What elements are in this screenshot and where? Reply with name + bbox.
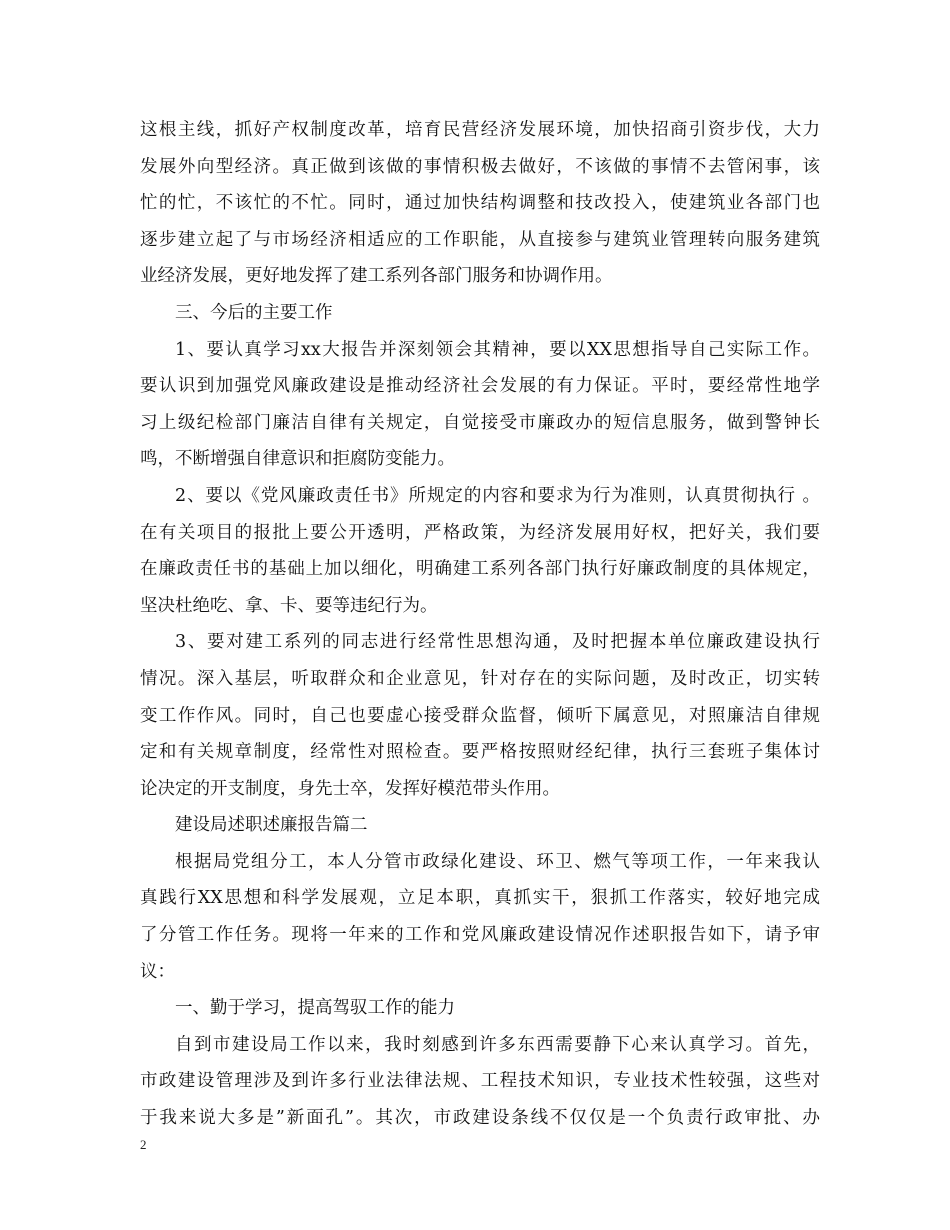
text-line: 真践行XX思想和科学发展观，立足本职，真抓实干，狠抓工作落实，较好地完成: [140, 888, 820, 909]
document-body: [140, 112, 820, 1137]
text-line: 发展外向型经济。真正做到该做的事情积极去做好，不该做的事情不去管闲事，该: [140, 156, 820, 177]
section-heading: 一、勤于学习，提高驾驭工作的能力: [175, 998, 455, 1019]
text-line: 1、要认真学习xx大报告并深刻领会其精神，要以XX思想指导自己实际工作。: [175, 339, 820, 360]
page-number: 2: [140, 1137, 147, 1152]
text-line: 定和有关规章制度，经常性对照检查。要严格按照财经纪律，执行三套班子集体讨: [140, 742, 820, 763]
text-line: 要认识到加强党风廉政建设是推动经济社会发展的有力保证。平时，要经常性地学: [140, 376, 820, 397]
text-line: 坚决杜绝吃、拿、卡、要等违纪行为。: [140, 595, 438, 616]
text-line: 逐步建立起了与市场经济相适应的工作职能，从直接参与建筑业管理转向服务建筑: [140, 229, 820, 250]
text-line: 鸣，不断增强自律意识和拒腐防变能力。: [140, 449, 455, 470]
text-line: 议：: [140, 961, 175, 982]
text-line: 这根主线，抓好产权制度改革，培育民营经济发展环境，加快招商引资步伐，大力: [140, 120, 820, 140]
text-line: 情况。深入基层，听取群众和企业意见，针对存在的实际问题，及时改正，切实转: [140, 668, 820, 689]
text-line: 在廉政责任书的基础上加以细化，明确建工系列各部门执行好廉政制度的具体规定，: [140, 559, 820, 580]
text-line: 根据局党组分工，本人分管市政绿化建设、环卫、燃气等项工作，一年来我认: [175, 851, 820, 872]
text-line: 自到市建设局工作以来，我时刻感到许多东西需要静下心来认真学习。首先，: [175, 1034, 820, 1055]
text-line: 习上级纪检部门廉洁自律有关规定，自觉接受市廉政办的短信息服务，做到警钟长: [140, 412, 820, 433]
text-line: 在有关项目的报批上要公开透明，严格政策，为经济发展用好权，把好关，我们要: [140, 522, 820, 543]
text-line: 论决定的开支制度，身先士卒，发挥好模范带头作用。: [140, 778, 560, 799]
text-line: 3、要对建工系列的同志进行经常性思想沟通，及时把握本单位廉政建设执行: [175, 632, 820, 653]
text-line: 市政建设管理涉及到许多行业法律法规、工程技术知识，专业技术性较强，这些对: [140, 1071, 820, 1092]
text-line: 变工作作风。同时，自己也要虚心接受群众监督，倾听下属意见，对照廉洁自律规: [140, 705, 820, 726]
text-line: 于我来说大多是”新面孔”。其次，市政建设条线不仅仅是一个负责行政审批、办: [140, 1108, 820, 1129]
text-line: 业经济发展，更好地发挥了建工系列各部门服务和协调作用。: [140, 266, 613, 287]
text-line: 忙的忙，不该忙的不忙。同时，通过加快结构调整和技改投入，使建筑业各部门也: [140, 193, 820, 214]
section-heading: 建设局述职述廉报告篇二: [175, 815, 368, 836]
section-heading: 三、今后的主要工作: [175, 302, 333, 323]
text-line: 2、要以《党风廉政责任书》所规定的内容和要求为行为准则，认真贯彻执行 。: [175, 485, 820, 506]
text-line: 了分管工作任务。现将一年来的工作和党风廉政建设情况作述职报告如下，请予审: [140, 925, 820, 946]
